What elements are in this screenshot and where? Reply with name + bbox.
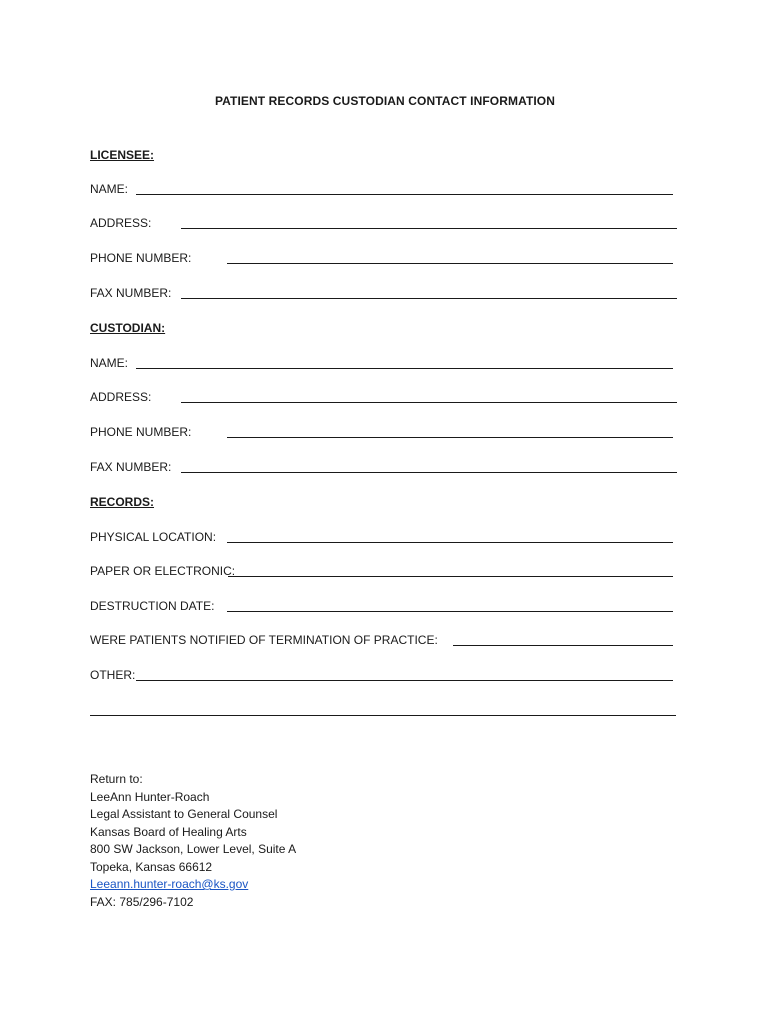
records-other-continuation-row [90,703,680,719]
licensee-name-row [90,182,680,198]
records-notified-row [90,633,680,649]
records-other-continuation-field[interactable] [90,715,676,716]
records-destruction-field[interactable] [227,611,673,612]
custodian-address-field[interactable] [181,402,677,403]
return-to-city: Topeka, Kansas 66612 [90,859,213,874]
page-title: PATIENT RECORDS CUSTODIAN CONTACT INFORMATION [214,94,556,108]
custodian-fax-row [90,460,680,476]
licensee-address-field[interactable] [181,228,677,229]
licensee-address-row [90,216,680,232]
custodian-address-label: ADDRESS: [90,390,152,404]
return-to-organization: Kansas Board of Healing Arts [90,824,247,839]
custodian-name-field[interactable] [136,368,673,369]
records-location-field[interactable] [227,542,673,543]
return-to-label: Return to: [90,772,143,786]
records-other-label: OTHER: [90,668,136,682]
custodian-fax-label: FAX NUMBER: [90,460,172,474]
custodian-heading: CUSTODIAN: [90,321,166,335]
return-to-fax: FAX: 785/296-7102 [90,894,194,909]
return-to-name: LeeAnn Hunter-Roach [90,789,210,804]
licensee-phone-row [90,251,680,267]
custodian-phone-label: PHONE NUMBER: [90,425,192,439]
licensee-address-label: ADDRESS: [90,216,152,230]
licensee-phone-label: PHONE NUMBER: [90,251,192,265]
records-location-label: PHYSICAL LOCATION: [90,530,217,544]
records-format-label: PAPER OR ELECTRONIC: [90,564,236,578]
licensee-name-label: NAME: [90,182,129,196]
custodian-name-label: NAME: [90,356,129,370]
records-heading: RECORDS: [90,495,155,509]
records-destruction-row [90,599,680,615]
records-destruction-label: DESTRUCTION DATE: [90,599,215,613]
return-to-email-link[interactable]: Leeann.hunter-roach@ks.gov [90,877,249,891]
licensee-phone-field[interactable] [227,263,673,264]
licensee-fax-label: FAX NUMBER: [90,286,172,300]
return-address [90,771,296,911]
records-format-field[interactable] [228,576,673,577]
custodian-phone-row [90,425,680,441]
licensee-heading: LICENSEE: [90,148,155,162]
records-notified-field[interactable] [453,645,673,646]
custodian-address-row [90,390,680,406]
return-to-title: Legal Assistant to General Counsel [90,807,278,821]
records-notified-label: WERE PATIENTS NOTIFIED OF TERMINATION OF PRACTICE: [90,633,438,647]
records-location-row [90,530,680,546]
return-to-street: 800 SW Jackson, Lower Level, Suite A [90,842,297,856]
custodian-fax-field[interactable] [181,472,677,473]
records-format-row [90,564,680,580]
licensee-fax-field[interactable] [181,298,677,299]
custodian-phone-field[interactable] [227,437,673,438]
records-other-row [90,668,680,684]
custodian-name-row [90,356,680,372]
licensee-fax-row [90,286,680,302]
records-other-field[interactable] [136,680,673,681]
licensee-name-field[interactable] [136,194,673,195]
